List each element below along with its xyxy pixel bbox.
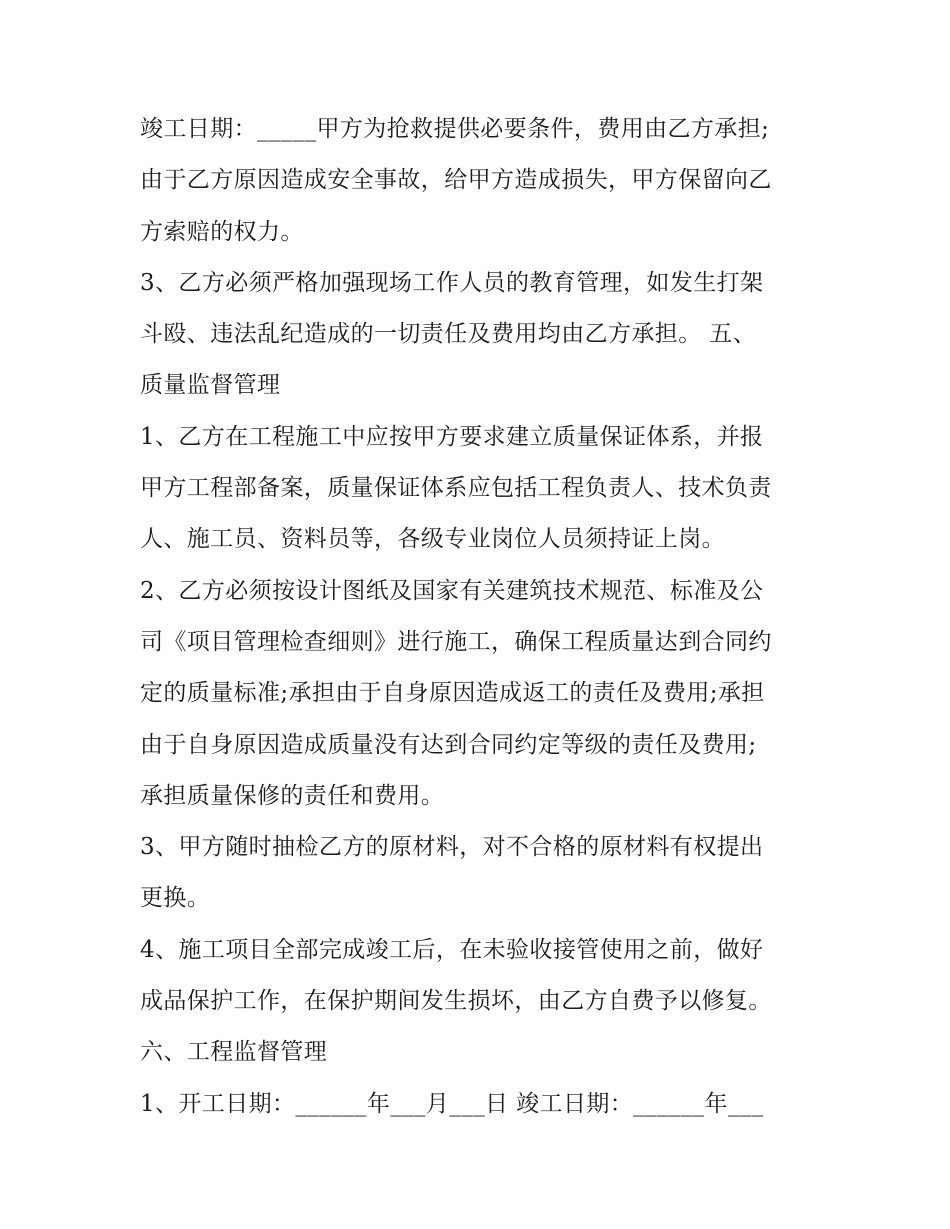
text-line-13: 由于自身原因造成质量没有达到合同约定等级的责任及费用;	[140, 731, 757, 758]
text-line-20: 1、开工日期：______年___月___日 竣工日期：______年___	[140, 1090, 764, 1117]
text-line-8: 甲方工程部备案，质量保证体系应包括工程负责人、技术负责	[140, 475, 772, 502]
text-line-17: 4、施工项目全部完成竣工后，在未验收接管使用之前，做好	[140, 936, 764, 963]
text-line-11: 司《项目管理检查细则》进行施工，确保工程质量达到合同约	[140, 628, 772, 655]
text-line-14: 承担质量保修的责任和费用。	[140, 782, 445, 809]
text-line-4: 3、乙方必须严格加强现场工作人员的教育管理，如发生打架	[140, 269, 764, 296]
text-line-2: 由于乙方原因造成安全事故，给甲方造成损失，甲方保留向乙	[140, 167, 772, 194]
section-heading-quality: 质量监督管理	[140, 372, 281, 399]
text-line-3: 方索赔的权力。	[140, 218, 304, 245]
document-page	[140, 104, 820, 1130]
text-line-5: 斗殴、违法乱纪造成的一切责任及费用均由乙方承担。 五、	[140, 321, 757, 348]
text-line-7: 1、乙方在工程施工中应按甲方要求建立质量保证体系，并报	[140, 423, 764, 450]
text-line-18: 成品保护工作，在保护期间发生损坏，由乙方自费予以修复。	[140, 988, 772, 1015]
section-heading-supervision: 六、工程监督管理	[140, 1039, 328, 1066]
text-line-15: 3、甲方随时抽检乙方的原材料，对不合格的原材料有权提出	[140, 834, 764, 861]
text-line-12: 定的质量标准;承担由于自身原因造成返工的责任及费用;承担	[140, 680, 765, 707]
text-line-16: 更换。	[140, 885, 211, 912]
text-line-9: 人、施工员、资料员等，各级专业岗位人员须持证上岗。	[140, 526, 725, 553]
text-line-10: 2、乙方必须按设计图纸及国家有关建筑技术规范、标准及公	[140, 577, 764, 604]
text-line-1: 竣工日期：_____甲方为抢救提供必要条件，费用由乙方承担;	[140, 116, 770, 142]
